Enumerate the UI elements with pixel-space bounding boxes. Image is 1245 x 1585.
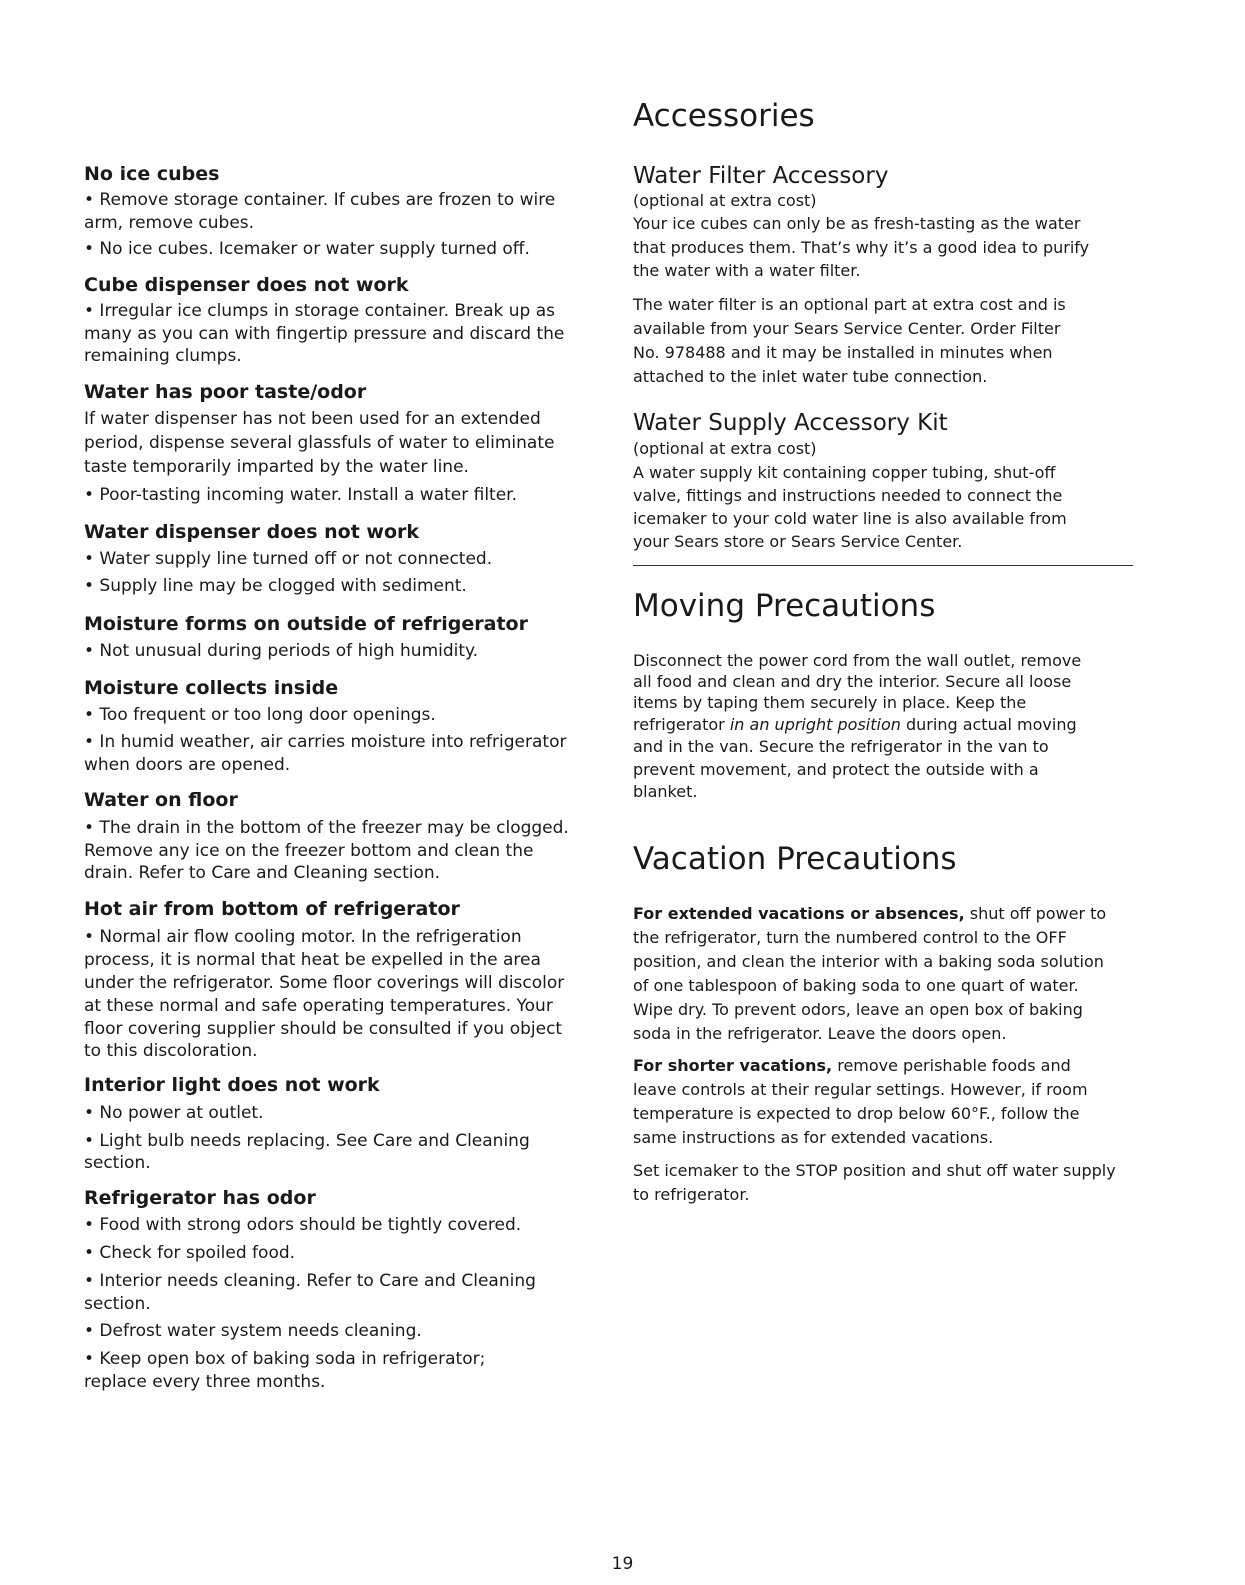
section-line: • Food with strong odors should be tightly covered. <box>84 1215 522 1235</box>
section-line: process, it is normal that heat be expelled in the area <box>84 950 541 970</box>
section-line: period, dispense several glassfuls of water to eliminate <box>84 433 555 453</box>
section-line: • Keep open box of baking soda in refrigerator; <box>84 1349 486 1369</box>
section-title: Interior light does not work <box>84 1074 380 1096</box>
water-filter-text: Your ice cubes can only be as fresh-tasting as the water <box>633 214 1081 233</box>
water-filter-text: that produces them. That’s why it’s a good idea to purify <box>633 238 1090 257</box>
section-line: arm, remove cubes. <box>84 213 255 233</box>
water-supply-kit-note: (optional at extra cost) <box>633 439 817 458</box>
shorter-vacations-lead: For shorter vacations, <box>633 1056 833 1075</box>
section-line: many as you can with fingertip pressure and discard the <box>84 324 565 344</box>
section-title: Cube dispenser does not work <box>84 274 409 296</box>
vacation-text: Set icemaker to the STOP position and shut off water supply <box>633 1161 1116 1180</box>
section-line: • No ice cubes. Icemaker or water supply turned off. <box>84 239 530 259</box>
section-line: drain. Refer to Care and Cleaning section. <box>84 863 441 883</box>
moving-text: prevent movement, and protect the outside with a <box>633 760 1039 779</box>
vacation-heading: Vacation Precautions <box>633 841 957 877</box>
moving-text-part: refrigerator <box>633 715 730 734</box>
section-line: • Normal air flow cooling motor. In the refrigeration <box>84 927 522 947</box>
water-filter-text: available from your Sears Service Center. Order Filter <box>633 319 1061 338</box>
moving-text: blanket. <box>633 782 698 801</box>
water-supply-kit-text: valve, fittings and instructions needed to connect the <box>633 486 1063 505</box>
section-line: floor covering supplier should be consulted if you object <box>84 1019 563 1039</box>
page-number: 19 <box>611 1554 634 1574</box>
section-line: • Not unusual during periods of high humidity. <box>84 641 479 661</box>
vacation-text: the refrigerator, turn the numbered control to the OFF <box>633 928 1067 947</box>
accessories-heading: Accessories <box>633 98 815 134</box>
section-line: • No power at outlet. <box>84 1103 264 1123</box>
vacation-text: position, and clean the interior with a baking soda solution <box>633 952 1104 971</box>
section-line: • In humid weather, air carries moisture into refrigerator <box>84 732 567 752</box>
extended-vacations-lead: For extended vacations or absences, <box>633 904 965 923</box>
water-filter-text: attached to the inlet water tube connection. <box>633 367 988 386</box>
section-line: Remove any ice on the freezer bottom and clean the <box>84 841 534 861</box>
vacation-text: Wipe dry. To prevent odors, leave an open box of baking <box>633 1000 1083 1019</box>
vacation-text-part: shut off power to <box>964 904 1107 923</box>
section-title: Water on floor <box>84 789 238 811</box>
water-filter-text: The water filter is an optional part at extra cost and is <box>633 295 1066 314</box>
moving-text <box>633 714 1077 737</box>
section-line: • Interior needs cleaning. Refer to Care and Cleaning <box>84 1271 536 1291</box>
vacation-text <box>633 903 1106 926</box>
water-filter-text: the water with a water filter. <box>633 261 861 280</box>
water-supply-kit-text: your Sears store or Sears Service Center. <box>633 532 963 551</box>
moving-text: and in the van. Secure the refrigerator in the van to <box>633 737 1049 756</box>
vacation-text: leave controls at their regular settings. However, if room <box>633 1080 1088 1099</box>
moving-text: items by taping them securely in place. Keep the <box>633 693 1027 712</box>
section-line: • Light bulb needs replacing. See Care and Cleaning <box>84 1131 530 1151</box>
section-line: • Supply line may be clogged with sediment. <box>84 576 467 596</box>
section-line: • Defrost water system needs cleaning. <box>84 1321 422 1341</box>
section-line: • Remove storage container. If cubes are frozen to wire <box>84 190 556 210</box>
vacation-text: soda in the refrigerator. Leave the doors open. <box>633 1024 1007 1043</box>
section-line: remaining clumps. <box>84 346 242 366</box>
section-line: • Water supply line turned off or not connected. <box>84 549 493 569</box>
upright-position-emphasis: in an upright position <box>729 715 901 734</box>
section-line: • The drain in the bottom of the freezer may be clogged. <box>84 818 569 838</box>
section-divider <box>633 565 1133 566</box>
vacation-text-part: remove perishable foods and <box>832 1056 1071 1075</box>
section-title: No ice cubes <box>84 163 220 185</box>
water-filter-title: Water Filter Accessory <box>633 163 889 189</box>
section-line: when doors are opened. <box>84 755 291 775</box>
moving-text: all food and clean and dry the interior. Secure all loose <box>633 672 1072 691</box>
water-supply-kit-title: Water Supply Accessory Kit <box>633 410 948 436</box>
water-supply-kit-text: icemaker to your cold water line is also available from <box>633 509 1067 528</box>
section-line: taste temporarily imparted by the water line. <box>84 457 469 477</box>
vacation-text: of one tablespoon of baking soda to one quart of water. <box>633 976 1079 995</box>
moving-heading: Moving Precautions <box>633 588 936 624</box>
section-line: • Check for spoiled food. <box>84 1243 296 1263</box>
section-line: to this discoloration. <box>84 1041 258 1061</box>
vacation-text <box>633 1055 1071 1078</box>
section-line: section. <box>84 1153 151 1173</box>
water-filter-note: (optional at extra cost) <box>633 191 817 210</box>
vacation-text: temperature is expected to drop below 60°F., follow the <box>633 1104 1080 1123</box>
section-line: • Too frequent or too long door openings. <box>84 705 436 725</box>
section-line: • Irregular ice clumps in storage container. Break up as <box>84 301 556 321</box>
moving-text-part: during actual moving <box>900 715 1077 734</box>
water-filter-text: No. 978488 and it may be installed in minutes when <box>633 343 1053 362</box>
section-title: Water has poor taste/odor <box>84 381 367 403</box>
section-title: Refrigerator has odor <box>84 1187 316 1209</box>
section-title: Moisture forms on outside of refrigerator <box>84 613 528 635</box>
section-line: at these normal and safe operating temperatures. Your <box>84 996 553 1016</box>
section-title: Moisture collects inside <box>84 677 339 699</box>
section-line: • Poor-tasting incoming water. Install a water filter. <box>84 485 518 505</box>
section-title: Water dispenser does not work <box>84 521 420 543</box>
vacation-text: same instructions as for extended vacations. <box>633 1128 994 1147</box>
section-line: If water dispenser has not been used for an extended <box>84 409 541 429</box>
water-supply-kit-text: A water supply kit containing copper tubing, shut-off <box>633 463 1056 482</box>
section-line: replace every three months. <box>84 1372 326 1392</box>
vacation-text: to refrigerator. <box>633 1185 750 1204</box>
section-title: Hot air from bottom of refrigerator <box>84 898 460 920</box>
moving-text: Disconnect the power cord from the wall outlet, remove <box>633 651 1082 670</box>
section-line: under the refrigerator. Some floor coverings will discolor <box>84 973 565 993</box>
section-line: section. <box>84 1294 151 1314</box>
